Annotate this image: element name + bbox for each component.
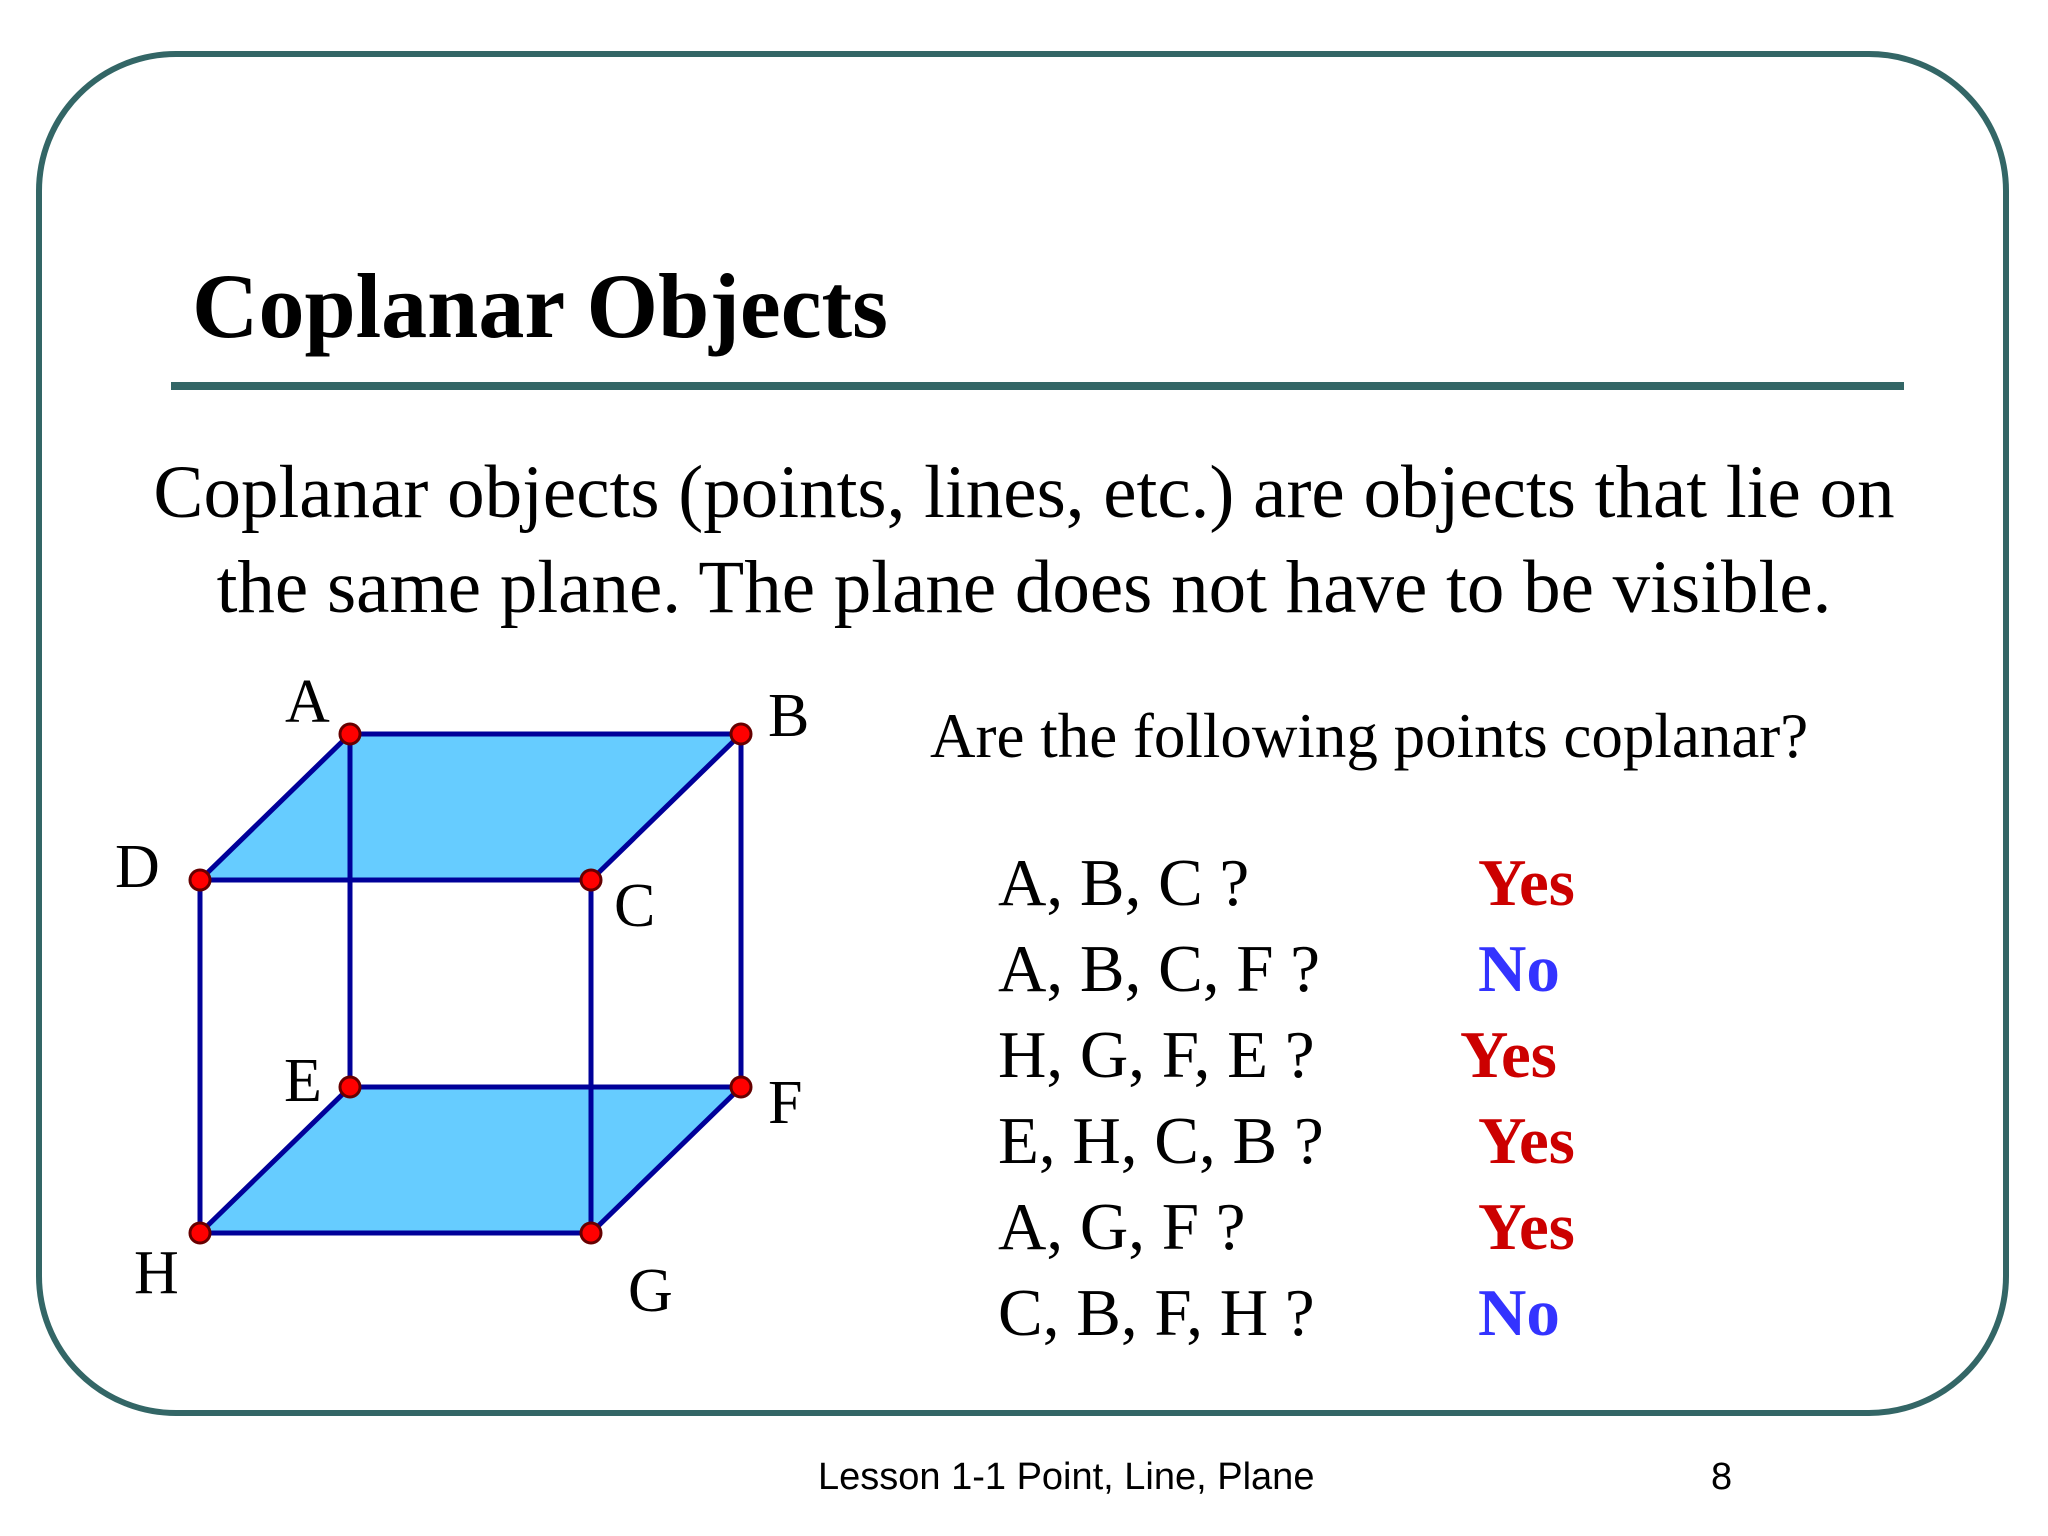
vertex-label-d: D <box>115 833 160 901</box>
footer-page-number: 8 <box>1711 1456 1733 1498</box>
vertex-label-a: A <box>285 668 330 736</box>
plane-top <box>200 734 741 880</box>
answer-value: No <box>1478 1276 1560 1350</box>
footer-lesson: Lesson 1-1 Point, Line, Plane <box>818 1456 1315 1498</box>
point-set: E, H, C, B ? <box>998 1104 1324 1178</box>
answer-value: Yes <box>1460 1018 1557 1092</box>
slide-title: Coplanar Objects <box>192 255 888 357</box>
vertex-d <box>190 870 210 890</box>
definition-line-1: Coplanar objects (points, lines, etc.) are objects that lie on <box>153 451 1895 534</box>
vertex-a <box>340 724 360 744</box>
point-set: A, B, C, F ? <box>998 932 1321 1006</box>
vertex-f <box>731 1077 751 1097</box>
answer-value: Yes <box>1478 1104 1575 1178</box>
vertex-label-g: G <box>628 1257 673 1325</box>
vertex-b <box>731 724 751 744</box>
vertex-label-h: H <box>134 1239 179 1307</box>
question-text: Are the following points coplanar? <box>930 701 1809 771</box>
point-set: C, B, F, H ? <box>998 1276 1315 1350</box>
point-set: A, G, F ? <box>998 1190 1246 1264</box>
point-set: H, G, F, E ? <box>998 1018 1315 1092</box>
vertex-label-e: E <box>284 1047 322 1115</box>
vertex-h <box>190 1223 210 1243</box>
vertex-e <box>340 1077 360 1097</box>
vertex-label-f: F <box>768 1069 803 1137</box>
answer-list <box>998 840 1698 1356</box>
vertex-c <box>581 870 601 890</box>
answer-value: No <box>1478 932 1560 1006</box>
vertex-label-c: C <box>614 872 656 940</box>
answer-row <box>998 1184 1698 1270</box>
answer-row <box>998 926 1698 1012</box>
point-set: A, B, C ? <box>998 846 1250 920</box>
answer-value: Yes <box>1478 1190 1575 1264</box>
definition-line-2: the same plane. The plane does not have to be visible. <box>216 546 1832 629</box>
answer-row <box>998 1270 1698 1356</box>
answer-value: Yes <box>1478 846 1575 920</box>
answer-row <box>998 1012 1698 1098</box>
answer-row <box>998 1098 1698 1184</box>
vertex-g <box>581 1223 601 1243</box>
answer-row <box>998 840 1698 926</box>
vertex-label-b: B <box>768 682 810 750</box>
plane-bottom <box>200 1087 741 1233</box>
